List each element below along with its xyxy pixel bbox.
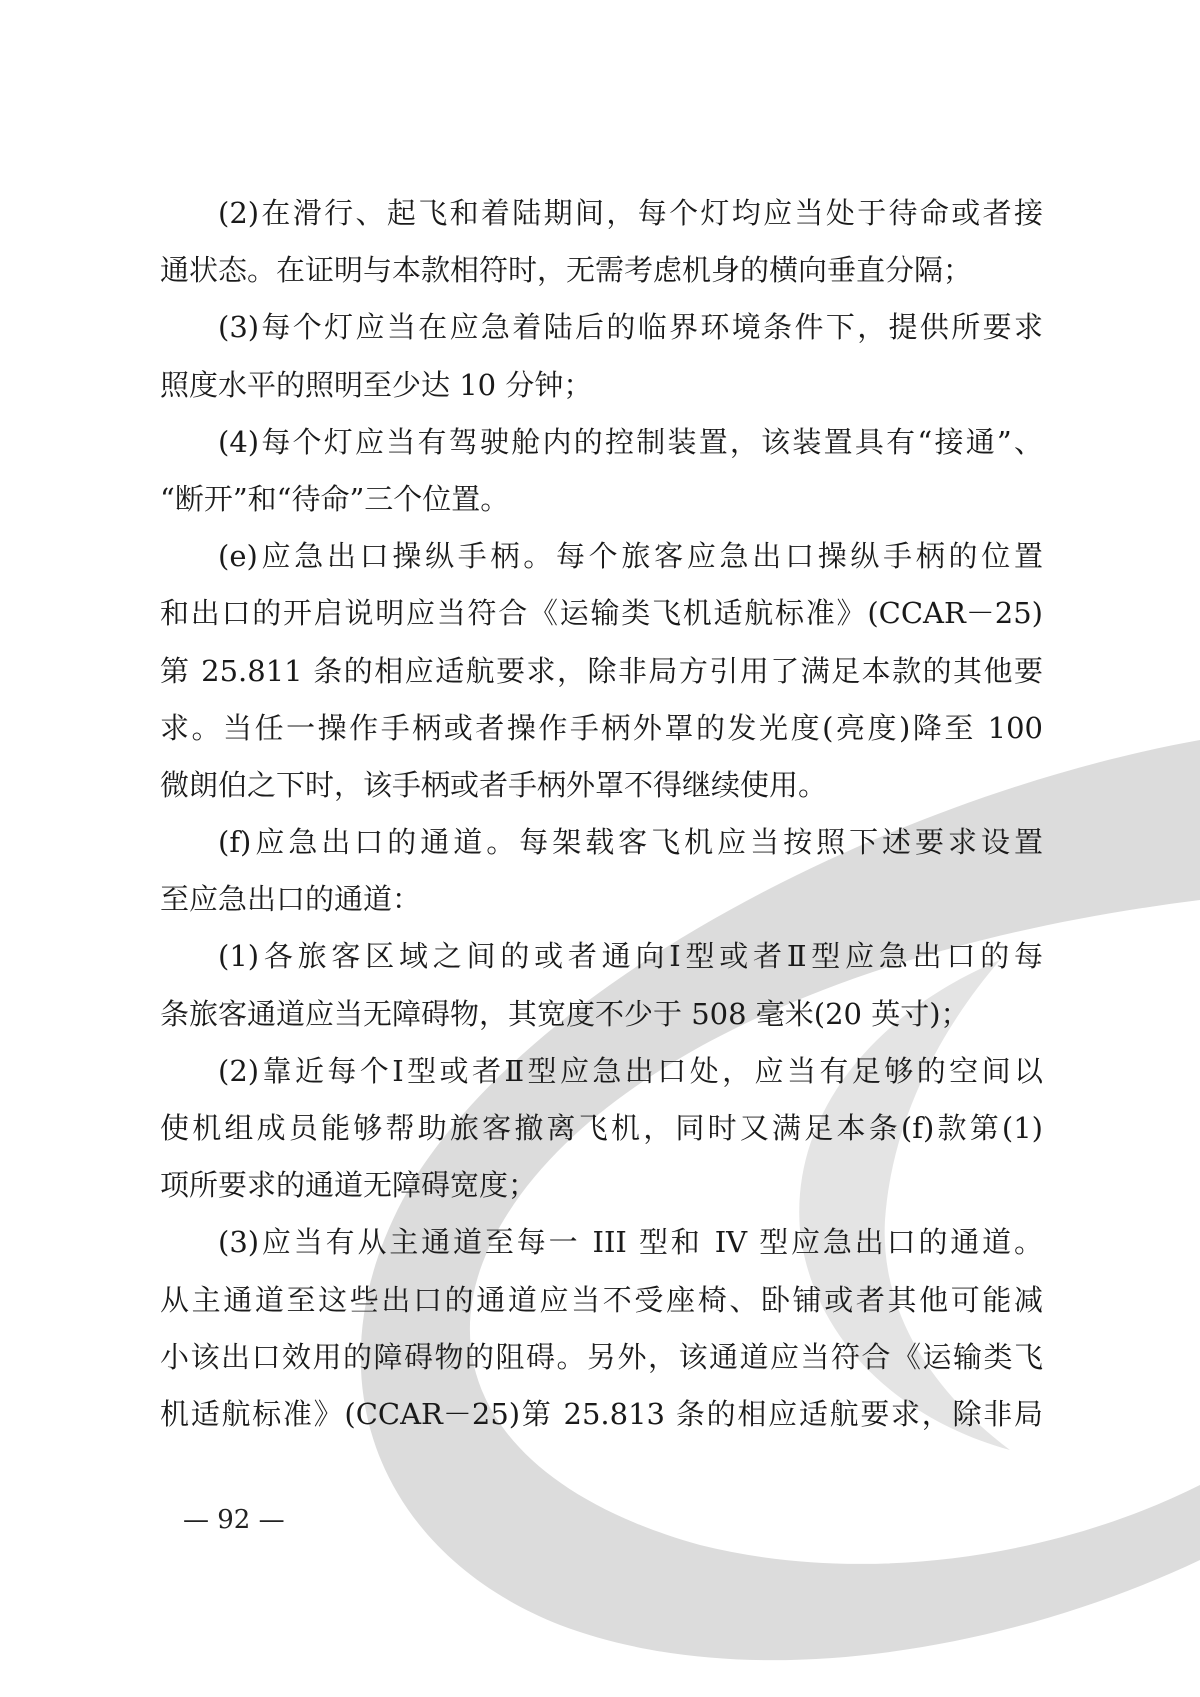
- paragraph-f3-line-4: 机适航标准》(CCAR－25)第 25.813 条的相应适航要求，除非局: [160, 1396, 1043, 1431]
- paragraph-d4-line-2: “断开”和“待命”三个位置。: [160, 481, 510, 516]
- paragraph-d3-line-2: 照度水平的照明至少达 10 分钟；: [160, 367, 593, 402]
- paragraph-f-line-2: 至应急出口的通道：: [160, 882, 422, 917]
- paragraph-f3-line-2: 从主通道至这些出口的通道应当不受座椅、卧铺或者其他可能减: [160, 1282, 1043, 1317]
- paragraph-e-line-2: 和出口的开启说明应当符合《运输类飞机适航标准》(CCAR－25): [160, 596, 1043, 631]
- paragraph-f3-line-1: (3)应当有从主通道至每一 III 型和 IV 型应急出口的通道。: [218, 1225, 1043, 1260]
- paragraph-e-line-5: 微朗伯之下时，该手柄或者手柄外罩不得继续使用。: [160, 767, 828, 802]
- paragraph-e-line-3: 第 25.811 条的相应适航要求，除非局方引用了满足本款的其他要: [160, 653, 1043, 688]
- paragraph-d3-line-1: (3)每个灯应当在应急着陆后的临界环境条件下，提供所要求: [218, 310, 1043, 345]
- paragraph-f3-line-3: 小该出口效用的障碍物的阻碍。另外，该通道应当符合《运输类飞: [160, 1339, 1043, 1374]
- paragraph-e-line-1: (e)应急出口操纵手柄。每个旅客应急出口操纵手柄的位置: [218, 539, 1043, 574]
- paragraph-d2-line-1: (2)在滑行、起飞和着陆期间，每个灯均应当处于待命或者接: [218, 196, 1043, 230]
- paragraph-f2-line-2: 使机组成员能够帮助旅客撤离飞机，同时又满足本条(f)款第(1): [160, 1111, 1043, 1145]
- paragraph-f1-line-2: 条旅客通道应当无障碍物，其宽度不少于 508 毫米(20 英寸)；: [160, 996, 970, 1031]
- paragraph-f-line-1: (f)应急出口的通道。每架载客飞机应当按照下述要求设置: [218, 825, 1043, 860]
- paragraph-f2-line-3: 项所要求的通道无障碍宽度；: [160, 1168, 538, 1203]
- page-number: — 92 —: [183, 1505, 285, 1535]
- paragraph-e-line-4: 求。当任一操作手柄或者操作手柄外罩的发光度(亮度)降至 100: [160, 710, 1043, 745]
- document-body: [160, 185, 1043, 1443]
- paragraph-d4-line-1: (4)每个灯应当有驾驶舱内的控制装置，该装置具有“接通”、: [218, 424, 1043, 459]
- paragraph-f1-line-1: (1)各旅客区域之间的或者通向Ⅰ型或者Ⅱ型应急出口的每: [218, 939, 1043, 974]
- paragraph-f2-line-1: (2)靠近每个Ⅰ型或者Ⅱ型应急出口处，应当有足够的空间以: [218, 1053, 1043, 1088]
- paragraph-d2-line-2: 通状态。在证明与本款相符时，无需考虑机身的横向垂直分隔；: [160, 253, 973, 288]
